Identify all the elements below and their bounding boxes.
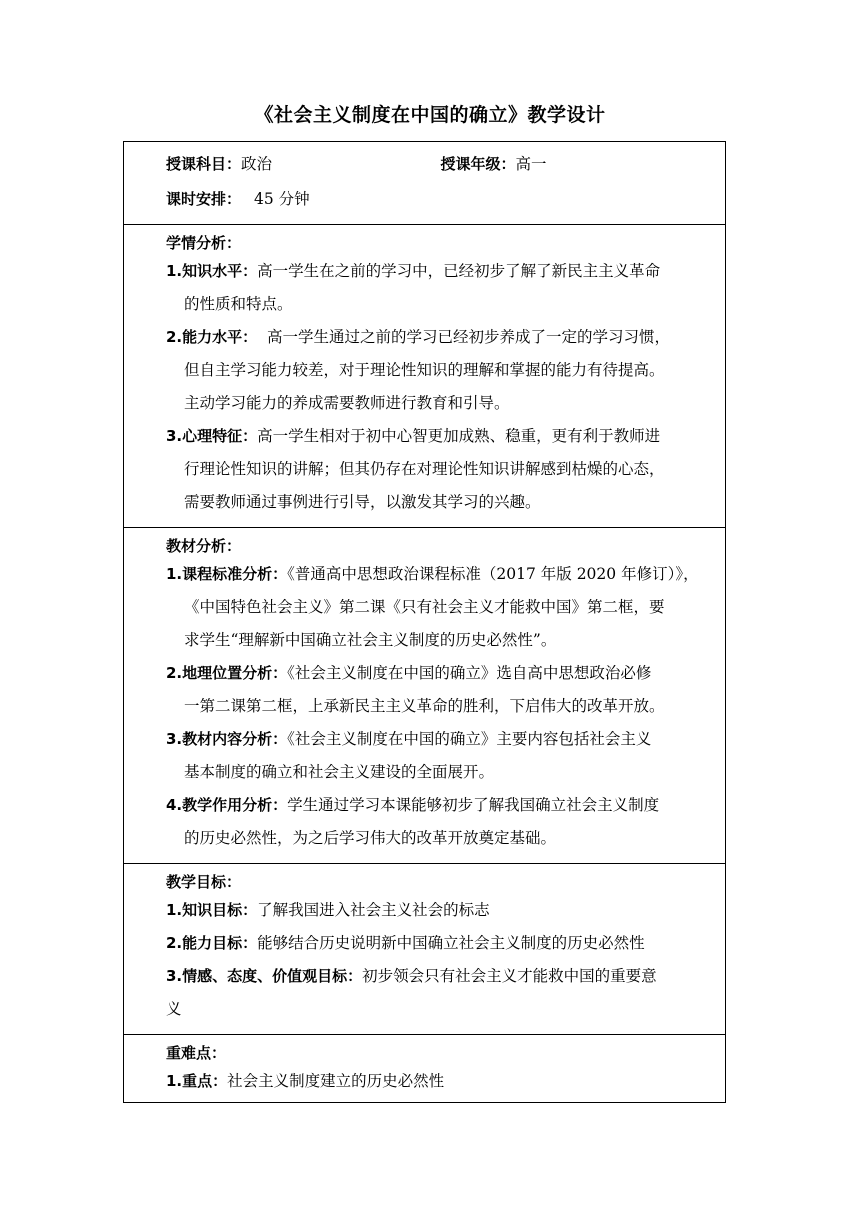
learner-item xyxy=(166,255,715,321)
learner-item xyxy=(166,321,715,420)
subject-grade-row xyxy=(166,154,715,174)
textbook-item-label: 3.教材内容分析： xyxy=(166,730,288,748)
learner-item-cont: 但自主学习能力较差，对于理论性知识的理解和掌握的能力有待提高。 xyxy=(184,361,665,379)
learner-item xyxy=(166,420,715,519)
objective-item xyxy=(166,960,715,1026)
time-row xyxy=(166,189,715,209)
page-title: 《社会主义制度在中国的确立》教学设计 xyxy=(254,104,606,126)
textbook-item-label: 4.教学作用分析： xyxy=(166,796,288,814)
keypoint-item xyxy=(166,1065,715,1098)
learner-item-text: 高一学生在之前的学习中，已经初步了解了新民主主义革命 xyxy=(257,262,661,280)
learner-item-label: 1.知识水平： xyxy=(166,262,258,280)
textbook-analysis-section xyxy=(124,527,725,863)
keypoint-text: 社会主义制度建立的历史必然性 xyxy=(227,1072,445,1090)
textbook-item-label: 1.课程标准分析： xyxy=(166,565,288,583)
learner-item-text: 高一学生通过之前的学习已经初步养成了一定的学习习惯， xyxy=(257,328,670,346)
objective-cont: 义 xyxy=(166,1000,182,1018)
subject-label: 授课科目： xyxy=(166,155,242,173)
subject-value: 政治 xyxy=(241,155,273,173)
textbook-item-cont: 《中国特色社会主义》第二课《只有社会主义才能救中国》第二框，要 xyxy=(184,598,665,616)
learner-analysis-section xyxy=(124,224,725,527)
objective-item xyxy=(166,927,715,960)
grade-value: 高一 xyxy=(515,155,547,173)
learner-item-label: 2.能力水平： xyxy=(166,328,258,346)
keypoints-heading: 重难点： xyxy=(166,1044,227,1062)
textbook-item-cont: 一第二课第二框，上承新民主主义革命的胜利，下启伟大的改革开放。 xyxy=(184,697,665,715)
objective-label: 2.能力目标： xyxy=(166,934,258,952)
time-label: 课时安排： xyxy=(166,190,242,208)
learner-item-cont: 的性质和特点。 xyxy=(184,295,293,313)
textbook-item xyxy=(166,789,715,855)
textbook-item xyxy=(166,723,715,789)
objective-text: 能够结合历史说明新中国确立社会主义制度的历史必然性 xyxy=(257,934,645,952)
keypoint-label: 1.重点： xyxy=(166,1072,228,1090)
objective-text: 了解我国进入社会主义社会的标志 xyxy=(257,901,490,919)
textbook-item-text: 《社会主义制度在中国的确立》主要内容包括社会主义 xyxy=(287,730,652,748)
textbook-item-text: 《社会主义制度在中国的确立》选自高中思想政治必修 xyxy=(287,664,652,682)
textbook-item-cont: 的历史必然性，为之后学习伟大的改革开放奠定基础。 xyxy=(184,829,557,847)
textbook-item xyxy=(166,558,715,657)
learner-item-text: 高一学生相对于初中心智更加成熟、稳重，更有利于教师进 xyxy=(257,427,661,445)
textbook-item-text: 学生通过学习本课能够初步了解我国确立社会主义制度 xyxy=(287,796,660,814)
textbook-item-text: 《普通高中思想政治课程标准（2017 年版 2020 年修订）》， xyxy=(287,565,699,583)
textbook-heading: 教材分析： xyxy=(166,537,242,555)
grade-cell xyxy=(441,154,716,174)
learner-item-label: 3.心理特征： xyxy=(166,427,258,445)
objective-label: 3.情感、态度、价值观目标： xyxy=(166,967,363,985)
textbook-item-cont: 求学生“理解新中国确立社会主义制度的历史必然性”。 xyxy=(184,631,557,649)
basic-info-section xyxy=(124,142,725,224)
learner-heading: 学情分析： xyxy=(166,234,242,252)
objective-item xyxy=(166,894,715,927)
textbook-item xyxy=(166,657,715,723)
objectives-heading: 教学目标： xyxy=(166,873,242,891)
subject-cell xyxy=(166,154,441,174)
learner-item-cont: 行理论性知识的讲解；但其仍存在对理论性知识讲解感到枯燥的心态， xyxy=(184,460,665,478)
keypoints-section xyxy=(124,1034,725,1102)
objectives-section xyxy=(124,863,725,1034)
learner-item-cont: 需要教师通过事例进行引导，以激发其学习的兴趣。 xyxy=(184,493,541,511)
learner-item-cont: 主动学习能力的养成需要教师进行教育和引导。 xyxy=(184,394,510,412)
objective-text: 初步领会只有社会主义才能救中国的重要意 xyxy=(362,967,657,985)
time-value: 45 分钟 xyxy=(253,190,310,208)
textbook-item-cont: 基本制度的确立和社会主义建设的全面展开。 xyxy=(184,763,495,781)
objective-label: 1.知识目标： xyxy=(166,901,258,919)
lesson-plan-table xyxy=(123,141,726,1103)
grade-label: 授课年级： xyxy=(440,155,516,173)
textbook-item-label: 2.地理位置分析： xyxy=(166,664,288,682)
